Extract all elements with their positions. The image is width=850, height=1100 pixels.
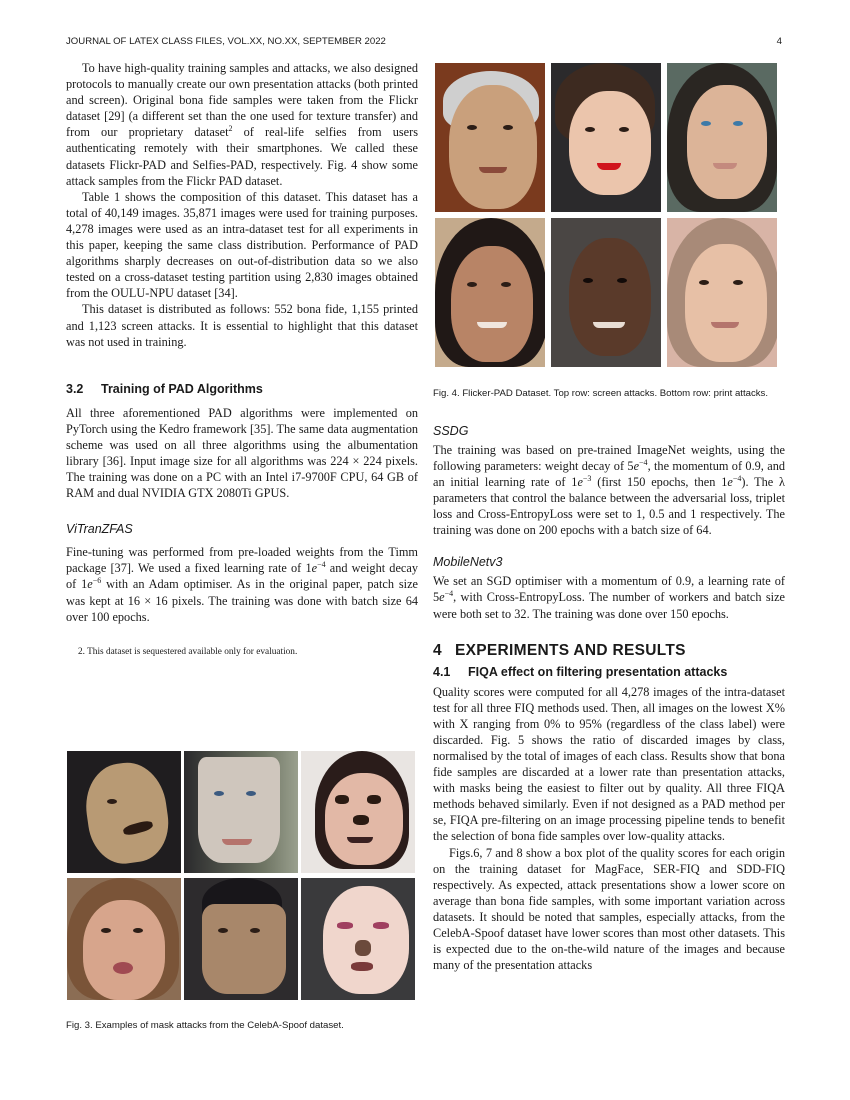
footnote-2: 2. This dataset is sequestered available only for evaluation. bbox=[78, 646, 298, 657]
screen-attack-image-3 bbox=[667, 63, 777, 212]
paragraph-fiqa-filtering: Quality scores were computed for all 4,278 images of the intra-dataset test for all three FIQ methods used. Then, all images on the lowest X% with X ranging from 0% to 95% (regardless of the class label) were discarded. Fig. 5 shows the ratio of discarded images by class, normalised by the total of images of each class. Results show that bona fide samples are discarded at a lower rate than presentation attacks, with masks being the easiest to filter out by quality. All three FIQA methods behaved similarly. Even if not designed as a PAD method per se, FIQA pre-filtering on an image processing pipeline tends to benefit the selection of bona fide samples over low-quality attacks. bbox=[433, 684, 785, 844]
page-number: 4 bbox=[776, 36, 782, 47]
paragraph-dataset-intro: To have high-quality training samples and attacks, we also designed protocols to manually create our own presentation attacks (both printed and screen). Original bona fide samples were taken from the Flickr dataset [29] (a different set than the one used for texture transfer) and from our proprietary dataset$^2$ of real-life selfies from users authenticating remotely with their smartphones. We called these datasets Flickr-PAD and Selfies-PAD, respectively. Fig. 4 show some attack samples from the Flickr PAD dataset. bbox=[66, 61, 418, 188]
screen-attack-image-2 bbox=[551, 63, 661, 212]
figure-4-grid bbox=[435, 63, 777, 367]
mask-attack-image-5 bbox=[184, 878, 298, 1000]
paragraph-fiqa-boxplots: Figs.6, 7 and 8 show a box plot of the quality scores for each origin on the training dataset for MagFace, SER-FIQ and SDD-FIQ respectively. As expected, attack presentations show a lower score on average than bona fide samples, with some important variation across datasets. It should be noted that samples, especially attacks, from the CelebA-Spoof dataset have lower scores than most other datasets. This is expected due to the on-the-wild nature of the images and because many of the presentation attacks bbox=[433, 845, 785, 973]
paragraph-ssdg: The training was based on pre-trained ImageNet weights, using the following parameters: weight decay of $5e^{-4}$, the momentum of 0.9, and an initial learning rate of $1e^{-3}$ (first 150 epochs, then $1e^{-4}$). The λ parameters that control the balance between the adversarial loss, triplet loss and Cross-EntropyLoss were set to 1, 0.5 and 1 respectively. The training was done on 200 epochs with a batch size of 64. bbox=[433, 442, 786, 538]
running-header bbox=[66, 36, 782, 47]
figure-3-grid bbox=[67, 751, 415, 1002]
subsection-vitranzfas: ViTranZFAS bbox=[66, 522, 133, 537]
figure-3-caption: Fig. 3. Examples of mask attacks from the CelebA-Spoof dataset. bbox=[66, 1020, 344, 1031]
journal-title: JOURNAL OF LATEX CLASS FILES, VOL.XX, NO.XX, SEPTEMBER 2022 bbox=[66, 36, 386, 47]
mask-attack-image-2 bbox=[184, 751, 298, 873]
subsection-ssdg: SSDG bbox=[433, 423, 469, 438]
mask-attack-image-6 bbox=[301, 878, 415, 1000]
mask-attack-image-1 bbox=[67, 751, 181, 873]
paragraph-mobilenetv3: We set an SGD optimiser with a momentum of 0.9, a learning rate of $5e^{-4}$, with Cross-EntropyLoss. The number of workers and batch size were both set to 32. The training was done over 150 epochs. bbox=[433, 574, 785, 621]
section-heading-4-1: 4.1 FIQA effect on filtering presentation attacks bbox=[433, 664, 728, 679]
left-column bbox=[66, 60, 418, 658]
print-attack-image-4 bbox=[435, 218, 545, 367]
print-attack-image-6 bbox=[667, 218, 777, 367]
print-attack-image-5 bbox=[551, 218, 661, 367]
section-heading-3-2: 3.2 Training of PAD Algorithms bbox=[66, 381, 263, 396]
figure-4-caption: Fig. 4. Flicker-PAD Dataset. Top row: screen attacks. Bottom row: print attacks. bbox=[433, 388, 769, 399]
paragraph-dataset-distribution: This dataset is distributed as follows: 552 bona fide, 1,155 printed and 1,123 screen attacks. It is essential to highlight that this dataset was not used in training. bbox=[66, 302, 418, 349]
footnote-ref[interactable]: 2 bbox=[228, 124, 233, 134]
right-column bbox=[433, 388, 785, 973]
screen-attack-image-1 bbox=[435, 63, 545, 212]
mask-attack-image-3 bbox=[301, 751, 415, 873]
mask-attack-image-4 bbox=[67, 878, 181, 1000]
section-heading-4: 4 EXPERIMENTS AND RESULTS bbox=[433, 641, 686, 659]
subsection-mobilenetv3: MobileNetv3 bbox=[433, 555, 503, 570]
paragraph-vitranzfas: Fine-tuning was performed from pre-loaded weights from the Timm package [37]. We used a fixed learning rate of $1e^{-4}$ and weight decay of $1e^{-6}$ with an Adam optimiser. As in the original paper, patch size was kept at 16 × 16 pixels. The training was done with batch size 64 over 100 epochs. bbox=[66, 545, 418, 624]
paragraph-training-setup: All three aforementioned PAD algorithms were implemented on PyTorch using the Kedro framework [35]. The same data augmentation scheme was used on all three algorithms using the albumentation library [36]. Input image size for all algorithms was 224 × 224 pixels. The training was done on a PC with an Intel i7-9700F CPU, 64 GB of RAM and dual NVIDIA GTX 2080Ti GPUS. bbox=[66, 405, 418, 501]
paragraph-dataset-composition: Table 1 shows the composition of this dataset. This dataset has a total of 40,149 images. 35,871 images were used for training purposes. 4,278 images were used as an intra-dataset test for all experiments in this paper, keeping the same class distribution. Performance of PAD algorithms sharply decreases on out-of-distribution data so we also tested on a cross-dataset testing partition using 2,830 images obtained from the OULU-NPU dataset [34]. bbox=[66, 189, 418, 301]
